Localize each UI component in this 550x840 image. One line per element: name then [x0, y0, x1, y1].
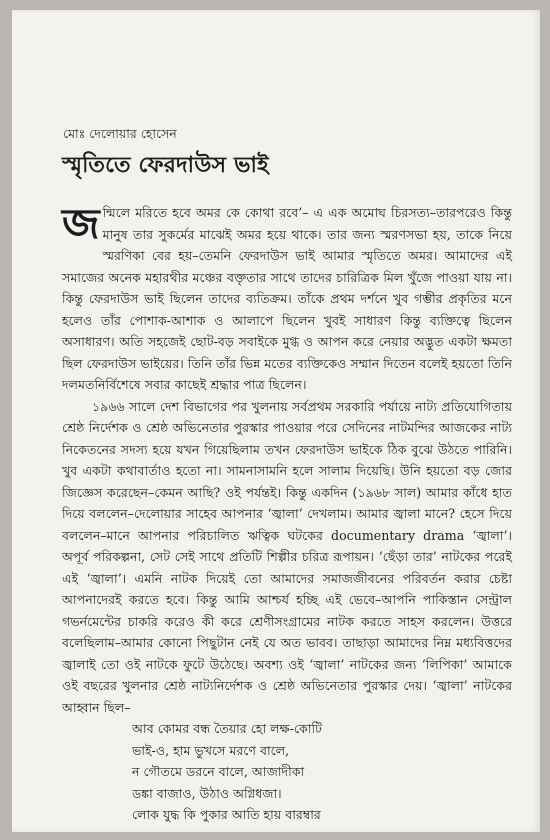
author-name: মোঃ দেলোয়ার হোসেন: [63, 126, 177, 141]
book-page: [12, 10, 540, 832]
poem-line: লোক যুদ্ধ কি পুকার আতি হায় বারম্বার: [132, 807, 321, 822]
paragraph-2: ১৯৬৬ সালে দেশ বিভাগের পর খুলনায় সর্বপ্রথম সরকারি পর্যায়ে নাট্য প্রতিযোগিতায় শ্রেষ্ঠ নির্দেশক ও শ্রেষ্ঠ অভিনেতার পুরস্কার পাওয়ার পরে সেদিনের নাটমন্দির আজকের নাট্য নিকেতনের সদস্য হয়ে যখন গিয়েছিলাম তখন ফেরদাউস ভাইকে ঠিক বুঝে উঠতে পারিনি। খুব একটা কথাবার্তাও হতো না। সামনাসামনি হলে সালাম দিয়েছি। উনি হয়তো বড় জোর জিজ্ঞেস করেছেন–কেমন আছি? ওই পর্যন্তই। কিন্তু একদিন (১৯৬৮ সাল) আমার কাঁধে হাত দিয়ে বললেন–দেলোয়ার সাহেব আপনার ‘জ্বালা’ দেখলাম। আমার জ্বালা মানে? হেসে দিয়ে বললেন–মানে আপনার পরিচালিত ঋত্বিক ঘটকের documentary drama ‘জ্বালা’। অপূর্ব পরিকল্পনা, সেট সেই সাথে প্রতিটি শিল্পীর চরিত্র রূপায়ন। ‘ছেঁড়া তার’ নাটকের পরেই এই ‘জ্বালা’। এমনি নাটক দিয়েই তো আমাদের সমাজজীবনের পরিবর্তন করার চেষ্টা আপনাদেরই করতে হবে। কিন্তু আমি আশ্চর্য হচ্ছি এই ভেবে–আপনি পাকিস্তান সেন্ট্রাল গভর্নমেন্টের চাকরি করেও কী করে শ্রেণীসংগ্রামের নাটক করতে সাহস করলেন। উত্তরে বলেছিলাম–আমার কোনো পিছুটান নেই যে অত ভাবব। তাছাড়া আমাদের নিম্ন মধ্যবিত্তদের জ্বালাই তো ওই নাটকে ফুটে উঠেছে। অবশ্য ওই ‘জ্বালা’ নাটকের জন্য ‘লিপিকা’ আমাকে ওই বছরের খুলনার শ্রেষ্ঠ নাট্যনির্দেশক ও শ্রেষ্ঠ অভিনেতার পুরস্কার দেয়। ‘জ্বালা’ নাটকের আহ্বান ছিল–: [62, 398, 512, 715]
poem-verse: [132, 718, 512, 826]
poem-line: আব কোমর বন্ধ তৈয়ার হো লক্ষ-কোটি: [132, 721, 322, 736]
article-body: [62, 199, 512, 826]
poem-line: ডঙ্কা বাজাও, উঠাও অগ্নিধজা।: [132, 785, 282, 801]
drop-cap: জ: [62, 199, 100, 248]
paragraph-1-text: ন্মিলে মরিতে হবে অমর কে কোথা রবে’– এ এক অমোঘ চিরসত্য–তারপরেও কিন্তু মানুষ তার সুকর্মের মাঝেই অমর হয়ে থাকে। তার জন্য স্মরণসভা হয়, তাকে নিয়ে স্মরণিকা বের হয়–তেমনি ফেরদাউস ভাই আমার স্মৃতিতে অমর। আমাদের এই সমাজের অনেক মহারথীর মঞ্চের বক্তৃতার সাথে তাদের চারিত্রিক মিল খুঁজে পাওয়া যায় না। কিন্তু ফেরদাউস ভাই ছিলেন তাদের ব্যতিক্রম। তাঁকে প্রথম দর্শনে খুব গম্ভীর প্রকৃতির মনে হলেও তাঁর পোশাক-আশাক ও আলাপে ছিলেন খুবই সাধারণ কিন্তু ব্যক্তিত্বে ছিলেন অসাধারণ। অতি সহজেই ছোট-বড় সবাইকে মুগ্ধ ও আপন করে নেয়ার অদ্ভুত একটা ক্ষমতা ছিল ফেরদাউস ভাইয়ের। তিনি তাঁর ভিন্ন মতের ব্যক্তিকেও সম্মান দিতেন বলেই হয়তো তিনি দলমতনির্বিশেষে সবার কাছেই শ্রদ্ধার পাত্র ছিলেন।: [62, 205, 512, 392]
article-title: স্মৃতিতে ফেরদাউস ভাই: [62, 153, 269, 178]
paragraph-1: [62, 199, 512, 396]
poem-line: ভাই-ও, হাম ভুখসে মরণে বালে,: [132, 742, 290, 758]
poem-line: ন গৌতমে ডরনে বালে, আজাদীকা: [132, 764, 305, 779]
